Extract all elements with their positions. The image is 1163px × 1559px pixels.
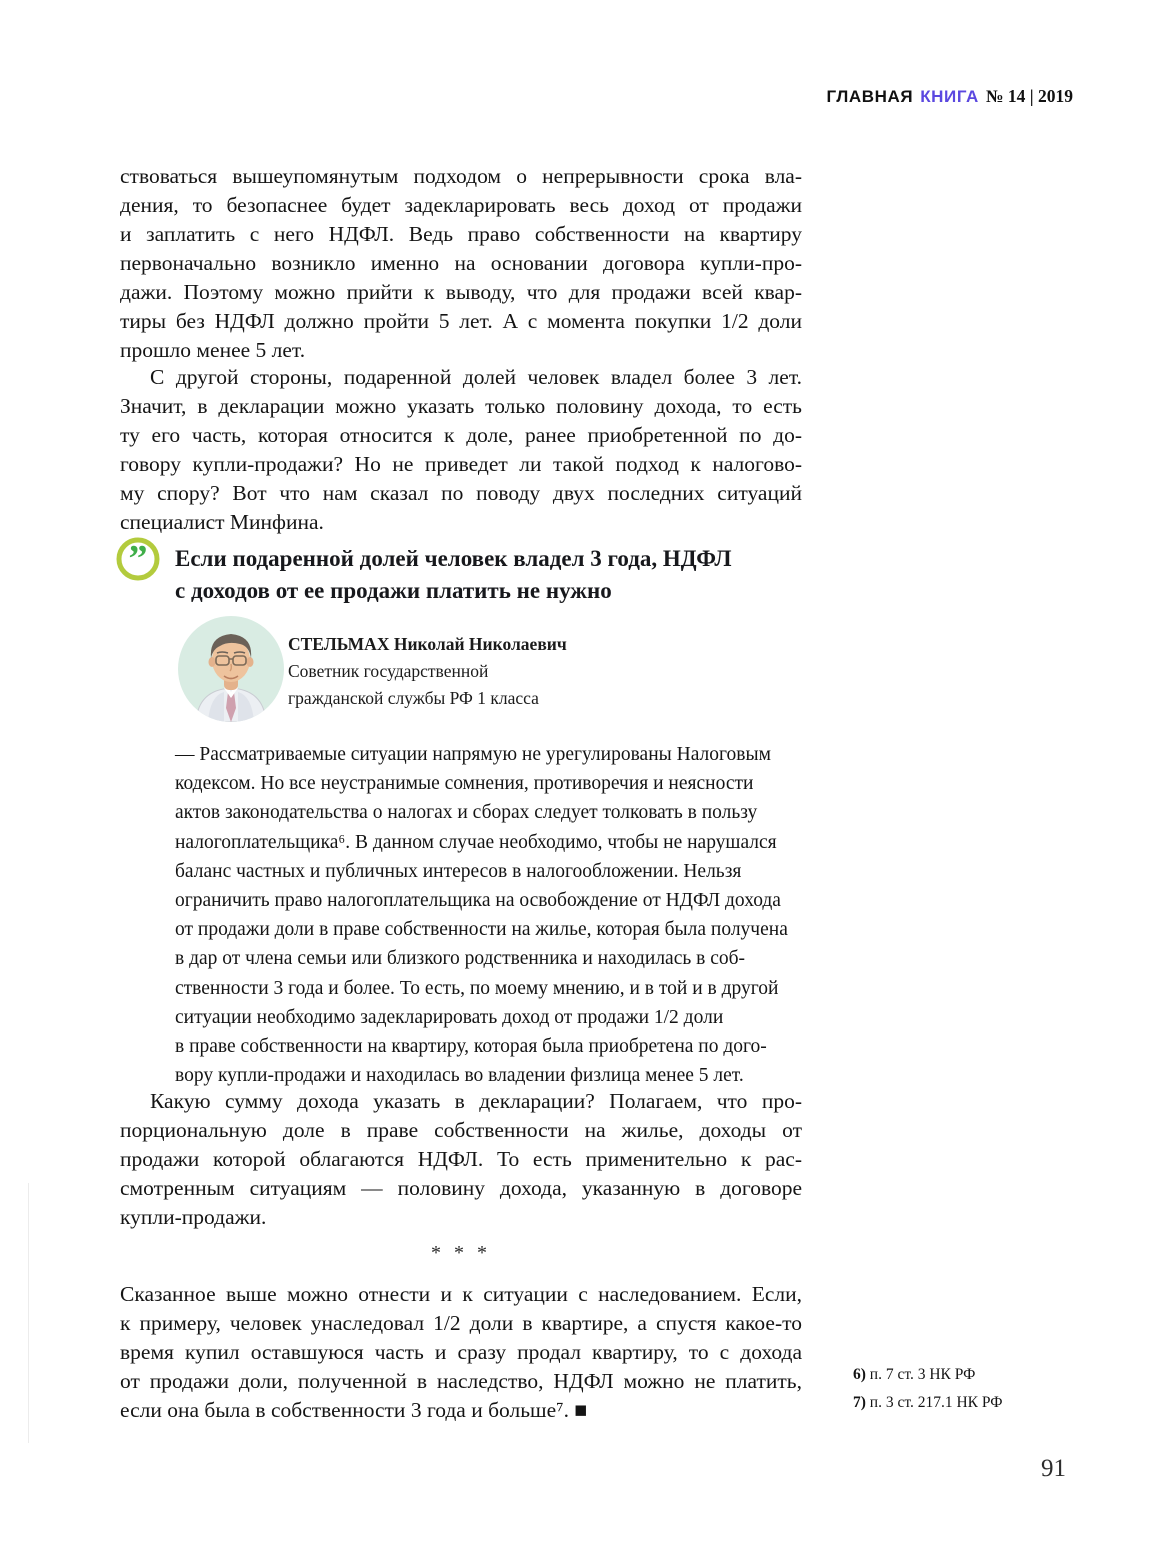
quote-heading-line-1: Если подаренной долей человек владел 3 года, НДФЛ — [175, 546, 732, 571]
expert-avatar — [178, 616, 284, 722]
text-line: — Рассматриваемые ситуации напрямую не урегулированы Налоговым — [175, 744, 771, 765]
text-line: Значит, в декларации можно указать только половину дохода, то есть — [120, 394, 802, 418]
text-line: купли-продажи. — [120, 1205, 267, 1229]
text-line: кодексом. Но все неустранимые сомнения, противоречия и неясности — [175, 773, 754, 795]
text-line: ственности 3 года и более. То есть, по моему мнению, и в той и в другой — [175, 977, 779, 999]
text-line: налогоплательщика⁶. В данном случае необходимо, чтобы не нарушался — [175, 831, 777, 853]
quote-marks-icon — [116, 537, 160, 581]
text-line: от продажи доли, полученной в наследство, НДФЛ можно не платить, — [120, 1369, 802, 1393]
magazine-issue: № 14 | 2019 — [985, 86, 1073, 106]
footnote-6-text: п. 7 ст. 3 НК РФ — [869, 1366, 976, 1383]
text-line: продажи которой облагаются НДФЛ. То есть применительно к рас- — [120, 1147, 802, 1171]
expert-title-line-1: Советник государственной — [288, 661, 489, 681]
quote-body — [175, 740, 835, 1090]
text-line: первоначально возникло именно на основании договора купли-про- — [120, 251, 802, 275]
text-line: ту его часть, которая относится к доле, ранее приобретенной по до- — [120, 423, 802, 447]
magazine-header — [827, 86, 1073, 107]
footnote-7-number: 7) — [853, 1393, 866, 1411]
text-line: вору купли-продажи и находилась во владении физлица менее 5 лет. — [175, 1065, 744, 1087]
quote-heading — [175, 543, 825, 607]
text-line: специалист Минфина. — [120, 510, 324, 534]
text-line: С другой стороны, подаренной долей человек владел более 3 лет. — [150, 365, 802, 389]
text-line: в праве собственности на квартиру, которая была приобретена по дого- — [175, 1036, 767, 1058]
text-line: актов законодательства о налогах и сборах следует толковать в пользу — [175, 802, 758, 824]
footnote-7 — [853, 1389, 1133, 1417]
text-line: ситуации необходимо задекларировать доход от продажи 1/2 доли — [175, 1006, 724, 1028]
paragraph-4 — [120, 1280, 802, 1425]
text-line: ствоваться вышеупомянутым подходом о непрерывности срока вла- — [120, 164, 802, 188]
text-line: и заплатить с него НДФЛ. Ведь право собственности на квартиру — [120, 222, 802, 246]
magazine-name-purple: КНИГА — [920, 87, 979, 106]
text-line: дения, то безопаснее будет задекларировать весь доход от продажи — [120, 193, 802, 217]
footnotes — [853, 1361, 1133, 1416]
text-line: порциональную доле в праве собственности на жилье, доходы от — [120, 1118, 802, 1142]
text-line: смотренным ситуациям — половину дохода, указанную в договоре — [120, 1176, 802, 1200]
text-line: от продажи доли в праве собственности на жилье, которая была получена — [175, 919, 788, 941]
footnote-6-number: 6) — [853, 1366, 866, 1383]
text-line: дажи. Поэтому можно прийти к выводу, что для продажи всей квар- — [120, 280, 802, 304]
text-line: Какую сумму дохода указать в декларации? Полагаем, что про- — [150, 1089, 802, 1113]
quote-heading-line-2: с доходов от ее продажи платить не нужно — [175, 578, 612, 603]
footnote-6 — [853, 1361, 1133, 1389]
page-number: 91 — [1041, 1455, 1066, 1482]
magazine-name-black: ГЛАВНАЯ — [826, 87, 914, 106]
svg-text:”: ” — [128, 538, 148, 580]
text-line: баланс частных и публичных интересов в налогообложении. Нельзя — [175, 860, 742, 882]
section-divider: * * * — [431, 1242, 491, 1264]
text-line: Сказанное выше можно отнести и к ситуации с наследованием. Если, — [120, 1282, 802, 1306]
paragraph-1 — [120, 162, 802, 365]
text-line: если она была в собственности 3 года и больше⁷. ■ — [120, 1398, 588, 1422]
text-line: время купил оставшуюся часть и сразу продал квартиру, то с дохода — [120, 1340, 802, 1364]
text-line: тиры без НДФЛ должно пройти 5 лет. А с момента покупки 1/2 доли — [120, 309, 802, 333]
text-line: му спору? Вот что нам сказал по поводу двух последних ситуаций — [120, 481, 802, 505]
paragraph-3 — [120, 1087, 802, 1232]
text-line: ограничить право налогоплательщика на освобождение от НДФЛ дохода — [175, 890, 781, 912]
expert-info — [288, 631, 708, 712]
text-line: говору купли-продажи? Но не приведет ли такой подход к налогово- — [120, 452, 802, 476]
text-line: прошло менее 5 лет. — [120, 338, 306, 362]
expert-title-line-2: гражданской службы РФ 1 класса — [288, 688, 539, 708]
text-line: к примеру, человек унаследовал 1/2 доли в квартире, а спустя какое-то — [120, 1311, 802, 1335]
paragraph-2 — [120, 363, 802, 537]
expert-name: СТЕЛЬМАХ Николай Николаевич — [288, 634, 567, 654]
text-line: в дар от члена семьи или близкого родственника и находилась в соб- — [175, 948, 746, 970]
left-margin-line — [28, 1183, 29, 1443]
footnote-7-text: п. 3 ст. 217.1 НК РФ — [869, 1393, 1003, 1411]
